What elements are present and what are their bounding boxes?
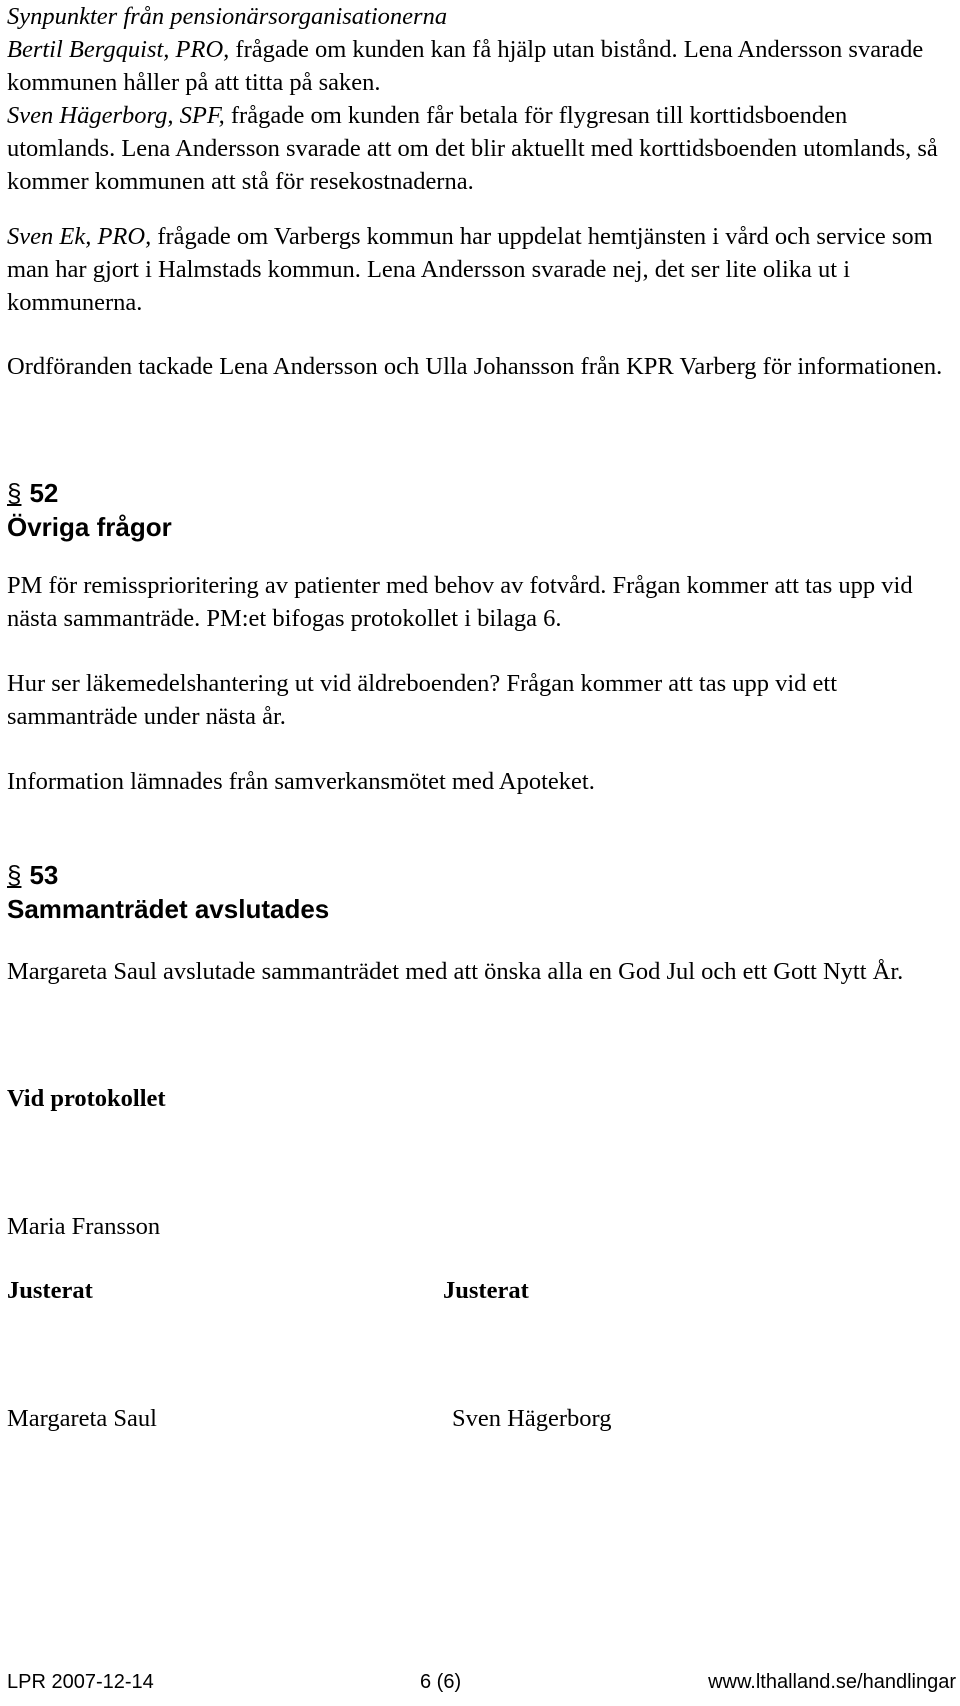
paragraph-hagerborg [7, 99, 952, 198]
section-53-header [7, 858, 329, 926]
footer-link[interactable]: www.lthalland.se/handlingar [708, 1671, 956, 1693]
name-right: Sven Hägerborg [452, 1405, 612, 1432]
footer-page-number: 6 (6) [420, 1671, 462, 1693]
secretary-name: Maria Fransson [7, 1213, 161, 1240]
speaker-bergquist: Bertil Bergquist, PRO, [7, 36, 230, 63]
justerat-left: Justerat [7, 1277, 93, 1304]
paragraph-lakemedel: Hur ser läkemedelshantering ut vid äldreboenden? Frågan kommer att tas upp vid ett sammanträde under nästa år. [7, 670, 838, 730]
text-hagerborg: frågade om kunden får betala för flygresan till korttidsboenden utomlands. Lena Andersson svarade att om det blir aktuellt med korttidsboenden utomlands, så kommer kommunen att stå för resekostnaderna. [7, 102, 938, 195]
speaker-hagerborg: Sven Hägerborg, SPF, [7, 102, 225, 129]
paragraph-apoteket: Information lämnades från samverkansmötet med Apoteket. [7, 768, 595, 795]
text-bergquist: frågade om kunden kan få hjälp utan bistånd. Lena Andersson svarade kommunen håller på att titta på saken. [7, 36, 924, 96]
paragraph-ordforanden: Ordföranden tackade Lena Andersson och Ulla Johansson från KPR Varberg för informationen. [7, 353, 943, 380]
heading-synpunkter: Synpunkter från pensionärsorganisationerna [7, 3, 448, 30]
section-symbol: § [7, 860, 22, 890]
footer-left: LPR 2007-12-14 [7, 1671, 154, 1693]
section-number: 53 [29, 860, 59, 890]
justerat-right: Justerat [443, 1277, 529, 1304]
text-ek: frågade om Varbergs kommun har uppdelat hemtjänsten i vård och service som man har gjort i Halmstads kommun. Lena Andersson svarade nej, det ser lite olika ut i kommunerna. [7, 223, 933, 316]
paragraph-avslutning: Margareta Saul avslutade sammanträdet med att önska alla en God Jul och ett Gott Nytt År. [7, 958, 904, 985]
section-52-header [7, 476, 172, 544]
section-title: Övriga frågor [7, 512, 172, 542]
signature-heading: Vid protokollet [7, 1085, 166, 1112]
name-left: Margareta Saul [7, 1405, 157, 1432]
paragraph-fotvard: PM för remissprioritering av patienter med behov av fotvård. Frågan kommer att tas upp vid nästa sammanträde. PM:et bifogas protokollet i bilaga 6. [7, 572, 913, 632]
speaker-ek: Sven Ek, PRO, [7, 223, 152, 250]
section-number: 52 [29, 478, 59, 508]
paragraph-ek [7, 220, 952, 319]
paragraph-bergquist [7, 33, 952, 99]
section-symbol: § [7, 478, 22, 508]
section-title: Sammanträdet avslutades [7, 894, 330, 924]
